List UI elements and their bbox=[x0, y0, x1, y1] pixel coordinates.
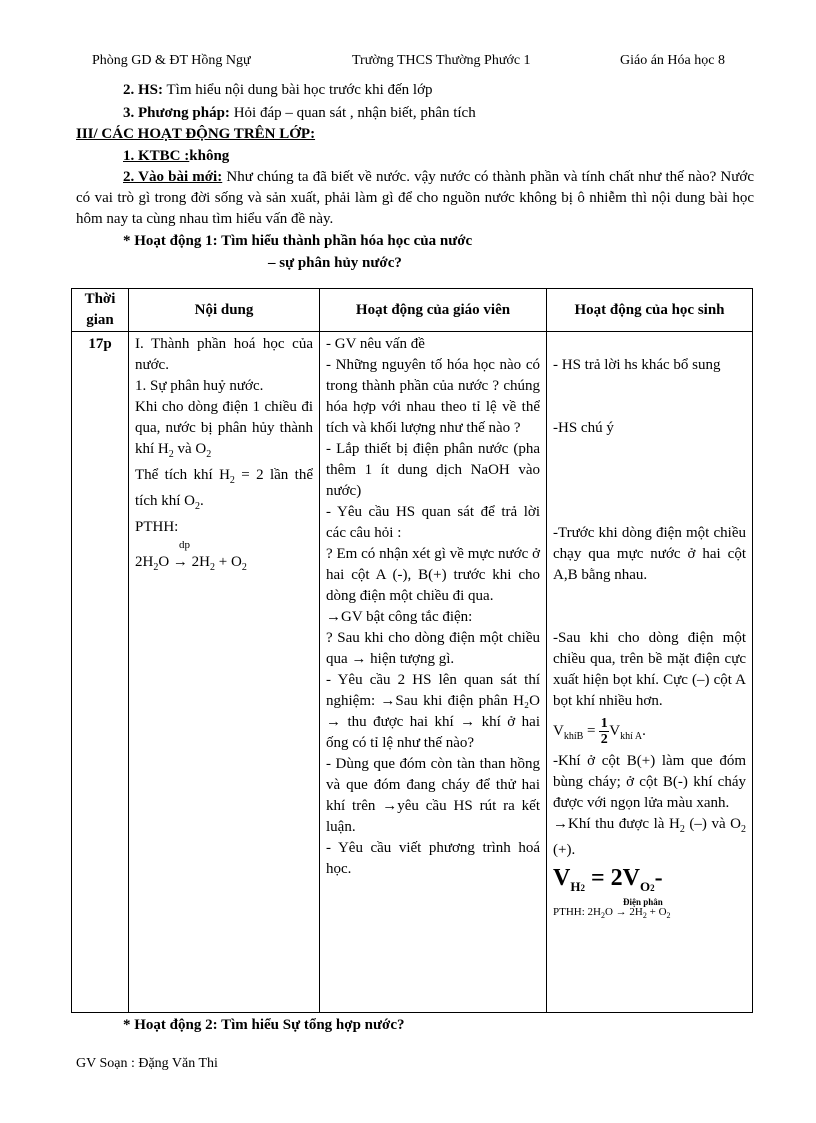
hs-label: 2. HS: bbox=[123, 82, 164, 98]
table-row bbox=[72, 332, 753, 1013]
student-pthh: Điện phân PTHH: $2H_2O \to 2H_2 + O_2$ bbox=[553, 896, 671, 920]
teacher-step: - GV nêu vấn đề bbox=[326, 336, 425, 352]
reaction-condition: dp bbox=[179, 539, 190, 551]
content-pthh-label: PTHH: bbox=[135, 519, 179, 535]
content-volume-ratio: Thể tích khí $H_2 = 2$ lần thể tích khí $O_2$. bbox=[135, 467, 313, 512]
teacher-cell bbox=[320, 332, 547, 1013]
activity1-subtitle: – sự phân hủy nước? bbox=[268, 255, 402, 271]
student-gas-conclusion: →Khí thu được là $H_2$ (–) và $O_2$ (+). bbox=[553, 816, 747, 858]
method-text: Hỏi đáp – quan sát , nhận biết, phân tích bbox=[229, 105, 476, 121]
ktbc-line bbox=[123, 146, 229, 166]
content-equation: $2H_2O \to 2H_2 + O_2$ bbox=[135, 554, 247, 573]
teacher-step: ? Sau khi cho dòng điện một chiều qua → hiện tượng gì. bbox=[326, 630, 540, 667]
content-subheading: 1. Sự phân huỷ nước. bbox=[135, 378, 264, 394]
electrolysis-condition: Điện phân bbox=[623, 896, 663, 907]
teacher-step: - Những nguyên tố hóa học nào có trong thành phần của nước ? chúng hóa hợp với nhau theo tỉ lệ về thể tích và khối lượng như thế nào ? bbox=[326, 357, 540, 436]
teacher-step: - Yêu cầu viết phương trình hoá học. bbox=[326, 840, 540, 877]
teacher-step: - Yêu cầu 2 HS lên quan sát thí nghiệm: →Sau khi điện phân H₂O → thu được hai khí → khí ở hai ống có tỉ lệ như thế nào? bbox=[326, 672, 540, 751]
student-step: -Sau khi cho dòng điện một chiều qua, trên bề mặt điện cực xuất hiện bọt khí. Cực (–) cột A bọt khí nhiều hơn. bbox=[553, 630, 746, 709]
hs-text: Tìm hiểu nội dung bài học trước khi đến lớp bbox=[163, 82, 433, 98]
student-step: -Khí ở cột B(+) làm que đóm bùng cháy; ở cột B(-) khí cháy được với ngọn lửa màu xanh. bbox=[553, 753, 746, 811]
teacher-step: - Yêu cầu HS quan sát để trả lời các câu hỏi : bbox=[326, 504, 540, 541]
header-school-name: Trường THCS Thường Phước 1 bbox=[352, 53, 531, 68]
activity1-title: * Hoạt động 1: Tìm hiểu thành phần hóa học của nước bbox=[123, 233, 473, 249]
new-lesson-paragraph bbox=[76, 167, 754, 230]
new-lesson-text: Như chúng ta đã biết về nước. vậy nước có thành phần và tính chất như thế nào? Nước có vai trò gì trong đời sống và sản xuất, phải làm gì để cho nguồn nước không bị ô nhiễm thì nội dung bài học hôm nay ta cùng nhau tìm hiểu vấn đề này. bbox=[76, 169, 754, 227]
section-title: III/ CÁC HOẠT ĐỘNG TRÊN LỚP: bbox=[76, 126, 316, 142]
ktbc-text: không bbox=[189, 148, 230, 164]
header-time: Thời gian bbox=[72, 289, 129, 332]
footer-author: GV Soạn : Đặng Văn Thi bbox=[76, 1056, 218, 1071]
student-step: - HS trả lời hs khác bổ sung bbox=[553, 357, 721, 373]
teacher-step: ? Em có nhận xét gì về mực nước ở hai cột A (-), B(+) trước khi cho dòng điện một chiều đi qua. bbox=[326, 546, 540, 604]
activity2-title: * Hoạt động 2: Tìm hiểu Sự tổng hợp nước? bbox=[123, 1017, 405, 1033]
hs-line bbox=[123, 80, 433, 100]
student-step: -HS chú ý bbox=[553, 420, 614, 436]
teacher-step: - Lắp thiết bị điện phân nước (pha thêm 1 ít dung dịch NaOH vào nước) bbox=[326, 441, 540, 499]
content-cell bbox=[129, 332, 320, 1013]
time-cell: 17p bbox=[72, 332, 129, 1013]
student-cell bbox=[547, 332, 753, 1013]
teacher-step: - Dùng que đóm còn tàn than hồng và que đóm đang cháy để thử hai khí trên →yêu cầu HS rút ra kết luận. bbox=[326, 756, 540, 835]
student-step: -Trước khi dòng điện một chiều chạy qua mực nước ở hai cột A,B bằng nhau. bbox=[553, 525, 746, 583]
header-student: Hoạt động của học sinh bbox=[547, 289, 753, 332]
ktbc-label: 1. KTBC : bbox=[123, 148, 190, 164]
content-decomposition: Khi cho dòng điện 1 chiều đi qua, nước bị phân hủy thành khí $H_2$ và $O_2$ bbox=[135, 399, 313, 460]
method-label: 3. Phương pháp: bbox=[123, 105, 230, 121]
teacher-step: →GV bật công tắc điện: bbox=[326, 609, 473, 625]
table-header-row bbox=[72, 289, 753, 332]
volume-ratio-formula: $V_{khíB}$ = $\frac{1}{2}$ $V_{khí A}$. bbox=[553, 716, 646, 747]
header-teacher: Hoạt động của giáo viên bbox=[320, 289, 547, 332]
big-volume-formula: $V_{H2} = 2V_{O2}-$ bbox=[553, 865, 663, 894]
header-content: Nội dung bbox=[129, 289, 320, 332]
content-heading: I. Thành phần hoá học của nước. bbox=[135, 336, 313, 373]
header-school-office: Phòng GD & ĐT Hồng Ngự bbox=[92, 53, 251, 68]
header-subject: Giáo án Hóa học 8 bbox=[620, 53, 725, 68]
fraction: $\frac{1}{2}$ bbox=[600, 716, 608, 747]
lesson-table bbox=[71, 288, 753, 1013]
method-line bbox=[123, 103, 476, 123]
new-lesson-label: 2. Vào bài mới: bbox=[123, 169, 223, 185]
